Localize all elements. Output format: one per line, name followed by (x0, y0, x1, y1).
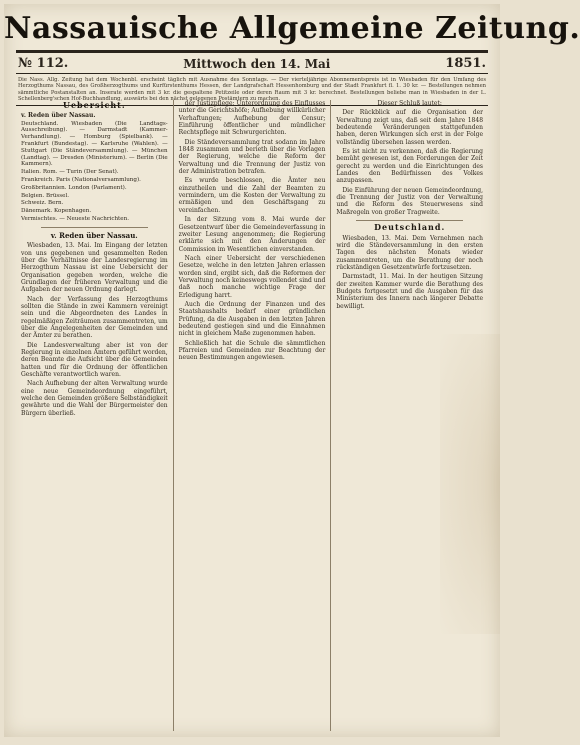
issue-rule (16, 73, 488, 74)
section-heading: Deutschland. (374, 222, 446, 233)
article-paragraph: Wiesbaden, 13. Mai. Dem Vernehmen nach wird die Ständeversammlung in den ersten Tagen des nächsten Monats wieder zusammentreten, um die Berathung der noch rückständigen Gesetzentwürfe fortzusetzen. (336, 234, 484, 271)
article-paragraph: Der Rückblick auf die Organisation der Verwaltung zeigt uns, daß seit dem Jahre 1848 bedeutende Veränderungen stattgefunden haben, deren Wirkungen sich erst in der Folge vollständig übersehen lassen werden. (336, 109, 484, 146)
article-paragraph: Nach Aufhebung der alten Verwaltung wurde eine neue Gemeindeordnung eingeführt, welche den Gemeinden größere Selbständigkeit gewährte und die Wahl der Bürgermeister den Bürgern überließ. (21, 380, 168, 417)
article-paragraph: Nach der Verfassung des Herzogthums sollten die Stände in zwei Kammern vereinigt sein und die Abgeordneten des Landes in regelmäßigen Zeiträumen zusammentreten, um über die Angelegenheiten der Gemeinden und der Ämter zu berathen. (21, 295, 168, 340)
article-paragraph: Wiesbaden, 13. Mai. Im Eingang der letzten von uns gegebenen und gesammelten Reden über die Verhältnisse der Landesregierung im Herzogthum Nassau ist eine Uebersicht der Organisation gegeben worden, welche die Grundlagen der früheren Verwaltung und die Aufgaben der neuen Ordnung darlegt. (21, 242, 168, 294)
article-paragraph: In der Sitzung vom 8. Mai wurde der Gesetzentwurf über die Gemeindeverfassung in zweiter Lesung angenommen; die Regierung erklärte sich mit den Änderungen der Commission im Wesentlichen einverstanden. (178, 216, 326, 253)
toc-item: Italien. Rom. — Turin (Der Senat). (21, 169, 119, 176)
section-divider (356, 220, 463, 221)
column-1 (16, 100, 173, 731)
issue-year: 1851. (445, 56, 486, 71)
newspaper-page (4, 4, 580, 737)
article-paragraph: Die Ständeversammlung trat sodann im Jahre 1848 zusammen und berieth über die Vorlagen der Regierung, welche die Reform der Verwaltung und die Trennung der Justiz von der Administration betrafen. (178, 138, 326, 176)
article-paragraph: der Justizpflege; Unterordnung des Einflusses unter die Gerichtshöfe; Aufhebung willkürlicher Verhaftungen; Aufhebung der Censur; Einführung öffentlicher und mündlicher Rechtspflege mit Schwurgerichten. (178, 100, 326, 137)
table-of-contents (21, 112, 168, 223)
subscription-notice: Die Nass. Allg. Zeitung hat dem Wochenbl. erscheint täglich mit Ausnahme des Sonntags. — Der vierteljährige Abonnementspreis ist in Wiesbaden für den Umfang des Herzogthums Nassau, des Großherzogthums und Kurfürstenthums Hessen, der Landgrafschaft Hessenhomburg und der Stadt Frankfurt fl. 1. 30 kr. — Bestellungen nehmen sämmtliche Postanstalten an. Inserate werden mit 3 kr. die gespaltene Petitzeile oder deren Raum mit 3 kr. berechnet. Bestellungen beliebe man in Wiesbaden in der L. Schellenberg'schen Hof-Buchhandlung, auswärts bei den nächst gelegenen Postämtern zu machen. (18, 77, 486, 103)
toc-item: Dänemark. Kopenhagen. (21, 208, 92, 215)
article-paragraph: Schließlich hat die Schule die sämmtlichen Pfarreien und Gemeinden zur Beachtung der neuen Bestimmungen angewiesen. (178, 339, 326, 362)
column-2 (173, 100, 331, 731)
issue-line (18, 56, 486, 71)
masthead-title: Nassauische Allgemeine Zeitung. (4, 11, 580, 46)
toc-item: Schweiz. Bern. (21, 200, 64, 207)
article-paragraph: Die Landesverwaltung aber ist von der Regierung in einzelnen Ämtern geführt worden, deren Beamte die Aufsicht über die Gemeinden hatten und für die Ordnung der öffentlichen Geschäfte verantwortlich waren. (21, 341, 168, 379)
article-paragraph: Die Einführung der neuen Gemeindeordnung, die Trennung der Justiz von der Verwaltung und die Reform des Steuerwesens sind Maßregeln von großer Tragweite. (336, 186, 484, 216)
toc-section: v. Reden über Nassau. (21, 112, 96, 120)
toc-item: Vermischtes. — Neueste Nachrichten. (21, 216, 129, 223)
issue-date: Mittwoch den 14. Mai (183, 56, 331, 71)
toc-item: Deutschland. Wiesbaden (Die Landtags-Ausschreibung). — Darmstadt (Kammer-Verhandlung). — Homburg (Spielbank). — Frankfurt (Bundestag). — Karlsruhe (Wahlen). — Stuttgart (Die Ständeversammlung). — München (Landtag). — Dresden (Ministerium). — Berlin (Die Kammern). (21, 120, 168, 168)
column-3 (330, 100, 488, 731)
toc-item: Frankreich. Paris (Nationalversammlung). (21, 177, 141, 184)
masthead-rule (16, 50, 488, 53)
overview-heading: Uebersicht. (62, 100, 126, 110)
issue-number: № 112. (18, 56, 69, 71)
section-divider (41, 227, 148, 228)
toc-item: Großbritannien. London (Parlament). (21, 184, 127, 191)
article-paragraph: Es ist nicht zu verkennen, daß die Regierung bemüht gewesen ist, den Forderungen der Zeit gerecht zu werden und die Einrichtungen des Landes den Bedürfnissen des Volkes anzupassen. (336, 148, 484, 185)
article-columns (16, 100, 488, 731)
quote-intro: Dieser Schluß lautet: (377, 100, 442, 107)
article-paragraph: Es wurde beschlossen, die Ämter neu einzutheilen und die Zahl der Beamten zu vermindern, um die Kosten der Verwaltung zu ermäßigen und den Geschäftsgang zu vereinfachen. (178, 177, 326, 214)
article-paragraph: Nach einer Uebersicht der verschiedenen Gesetze, welche in den letzten Jahren erlassen worden sind, ergibt sich, daß die Reformen der Verwaltung noch keineswegs vollendet sind und daß noch manche wichtige Frage der Erledigung harrt. (178, 254, 326, 299)
section-heading: v. Reden über Nassau. (50, 230, 138, 240)
article-paragraph: Auch die Ordnung der Finanzen und des Staatshaushalts bedarf einer gründlichen Prüfung, da die Ausgaben in den letzten Jahren bedeutend gestiegen sind und die Einnahmen nicht in gleichem Maße zugenommen haben. (178, 300, 326, 338)
article-paragraph: Darmstadt, 11. Mai. In der heutigen Sitzung der zweiten Kammer wurde die Berathung des Budgets fortgesetzt und die Ausgaben für das Ministerium des Innern nach längerer Debatte bewilligt. (336, 273, 484, 310)
toc-item: Belgien. Brüssel. (21, 192, 70, 199)
